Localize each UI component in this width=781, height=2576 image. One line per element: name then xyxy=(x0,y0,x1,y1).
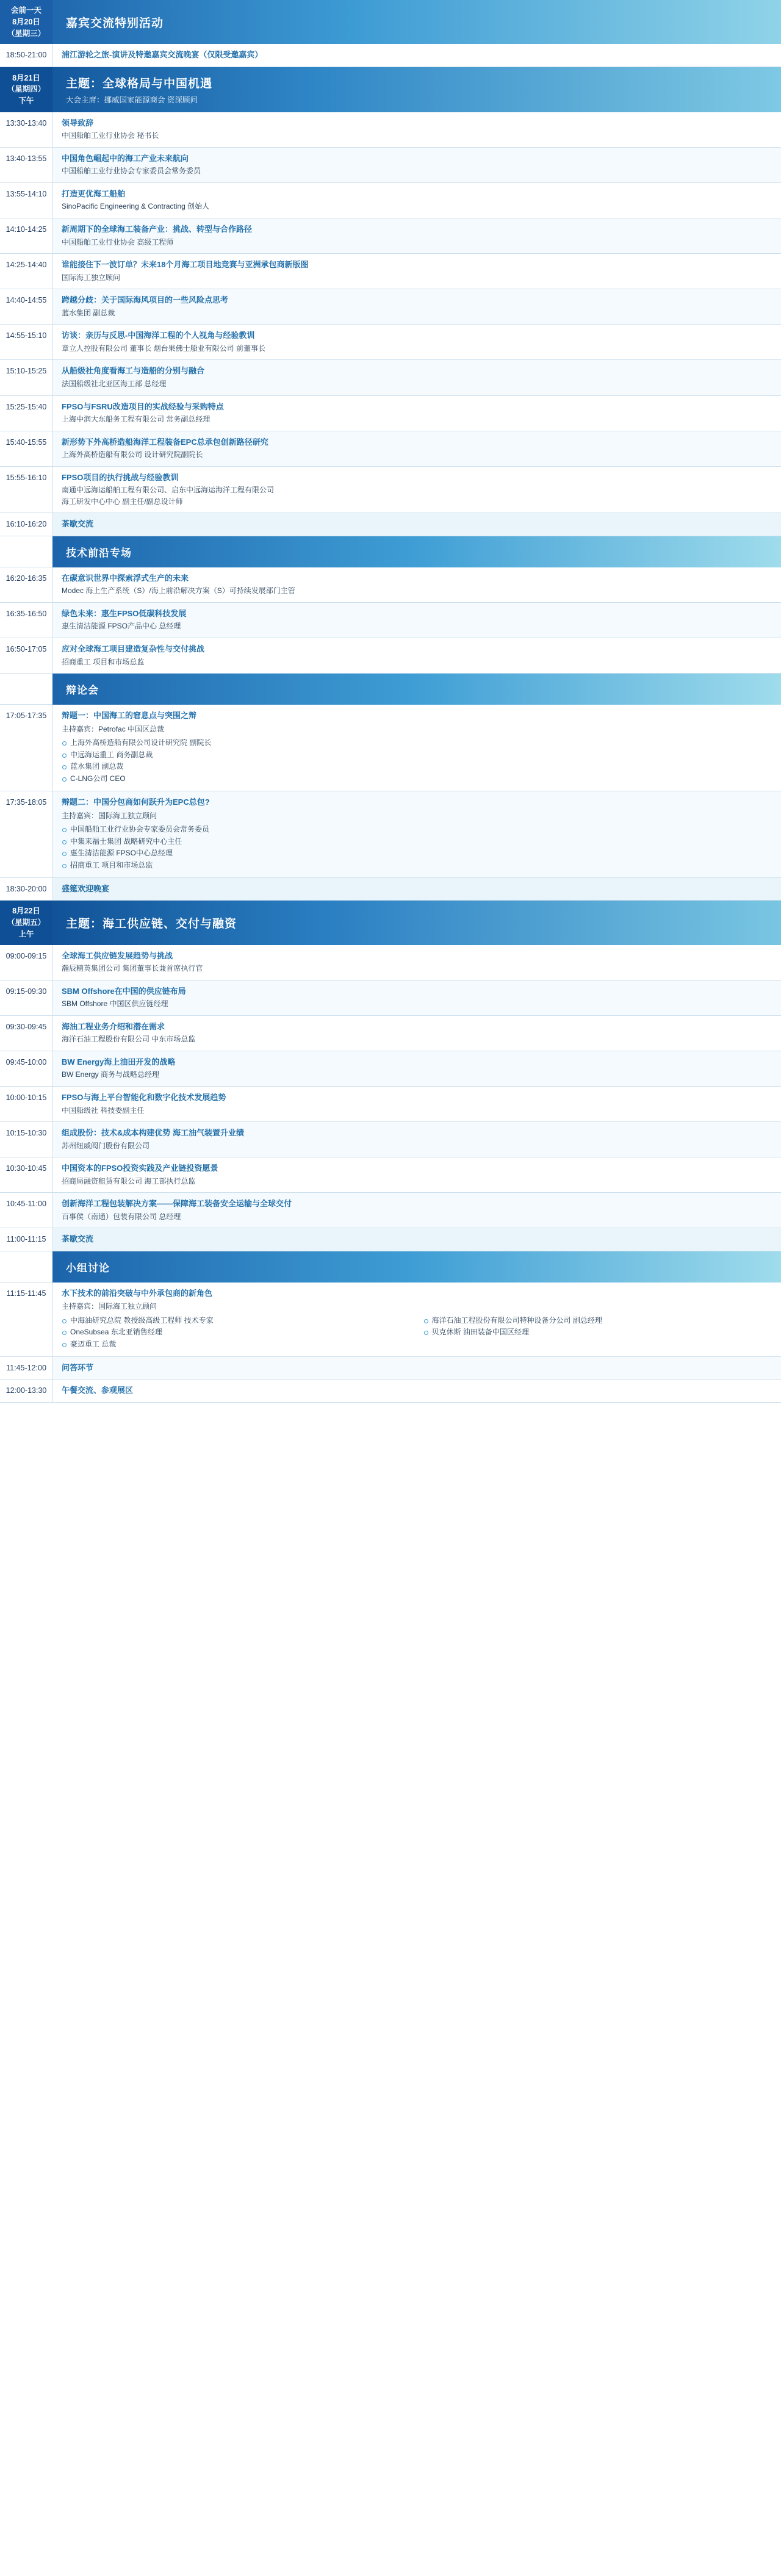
session-row xyxy=(0,183,781,218)
session-title: 领导致辞 xyxy=(62,118,94,128)
panel-host: 主持嘉宾：国际海工独立顾问 xyxy=(62,1302,157,1311)
panelist-item: 蓝水集团 副总裁 xyxy=(62,761,772,773)
session-body xyxy=(52,431,781,467)
day-line2: 8月20日 xyxy=(12,17,40,26)
session-title: 绿色未来：惠生FPSO低碳科技发展 xyxy=(62,608,187,618)
session-row xyxy=(0,396,781,431)
session-time: 17:35-18:05 xyxy=(0,791,52,878)
day-header-22 xyxy=(0,901,781,944)
panelist-item: 惠生清洁能源 FPSO中心总经理 xyxy=(62,847,772,860)
session-time: 16:10-16:20 xyxy=(0,513,52,536)
session-title: 新形势下外高桥造船海洋工程装备EPC总承包创新路径研究 xyxy=(62,437,268,447)
session-title: 组成股份：技术&成本构建优势 海工油气装置升业绩 xyxy=(62,1128,245,1138)
panelist-columns xyxy=(62,1313,772,1351)
session-time: 18:50-21:00 xyxy=(0,44,52,67)
session-time: 09:45-10:00 xyxy=(0,1051,52,1087)
session-time: 10:15-10:30 xyxy=(0,1122,52,1157)
session-speaker: 上海中润大东船务工程有限公司 常务副总经理 xyxy=(62,415,211,423)
session-speaker: 法国船级社北亚区海工部 总经理 xyxy=(62,379,167,388)
session-title: 浦江游轮之旅-演讲及特邀嘉宾交流晚宴（仅限受邀嘉宾） xyxy=(62,50,263,60)
panelist-list-right xyxy=(423,1315,773,1339)
session-body xyxy=(52,945,781,980)
session-speaker: 苏州纽威阀门股份有限公司 xyxy=(62,1141,150,1150)
section-panel xyxy=(0,1251,781,1283)
debate-session-list xyxy=(0,705,781,901)
session-speaker: 上海外高桥造船有限公司 设计研究院副院长 xyxy=(62,450,203,459)
day-line2: （星期五） xyxy=(7,918,46,927)
session-speaker: 南通中远海运船舶工程有限公司、启东中远海运海洋工程有限公司 海工研发中心中心 副主任/副总设计师 xyxy=(62,486,275,506)
session-body xyxy=(52,183,781,218)
session-time: 12:00-13:30 xyxy=(0,1380,52,1403)
session-title: BW Energy海上油田开发的战略 xyxy=(62,1057,176,1067)
session-speaker: 瀚辰精英集团公司 集团董事长兼首席执行官 xyxy=(62,964,203,973)
session-speaker: 国际海工独立顾问 xyxy=(62,273,121,282)
session-body xyxy=(52,705,781,791)
session-body xyxy=(52,467,781,514)
session-body xyxy=(52,44,781,67)
session-time: 16:35-16:50 xyxy=(0,603,52,638)
section-title-tech: 技术前沿专场 xyxy=(52,536,781,567)
session-title: 跨越分歧：关于国际海风项目的一些风险点思考 xyxy=(62,295,229,305)
session-time: 09:30-09:45 xyxy=(0,1016,52,1051)
day-title-21 xyxy=(52,67,781,112)
panelist-item: 贝克休斯 油田装备中国区经理 xyxy=(423,1326,773,1339)
session-speaker: 中国船舶工业行业协会专家委员会常务委员 xyxy=(62,167,201,176)
session-title: 打造更优海工船舶 xyxy=(62,189,126,198)
panelist-item: 海洋石油工程股份有限公司特种设备分公司 副总经理 xyxy=(423,1315,773,1327)
session-speaker: Modec 海上生产系统（S）/海上前沿解决方案（S）可持续发展部门主管 xyxy=(62,586,295,595)
session-time: 11:00-11:15 xyxy=(0,1228,52,1251)
session-body xyxy=(52,791,781,878)
debate-row xyxy=(0,791,781,878)
session-time: 13:55-14:10 xyxy=(0,183,52,218)
session-speaker: 中国船级社 科技委副主任 xyxy=(62,1106,145,1115)
session-row xyxy=(0,513,781,536)
session-speaker: 海洋石油工程股份有限公司 中东市场总监 xyxy=(62,1035,196,1044)
debate-topic: 辩题二：中国分包商如何跃升为EPC总包? xyxy=(62,797,210,807)
session-time: 10:00-10:15 xyxy=(0,1087,52,1122)
session-time: 10:30-10:45 xyxy=(0,1157,52,1193)
section-tech xyxy=(0,536,781,567)
session-body xyxy=(52,1193,781,1228)
session-row xyxy=(0,360,781,395)
session-body xyxy=(52,1122,781,1157)
session-body xyxy=(52,1357,781,1380)
day-line3: 下午 xyxy=(18,96,34,106)
session-title: 盛筵欢迎晚宴 xyxy=(62,883,110,893)
session-speaker: 章立人控股有限公司 董事长 烟台果佛士船业有限公司 前董事长 xyxy=(62,344,266,353)
panelist-item: 中集来福士集团 战略研究中心主任 xyxy=(62,836,772,848)
session-row xyxy=(0,325,781,360)
day-line1: 8月22日 xyxy=(12,907,40,916)
session-speaker: 百事侯（南通）包装有限公司 总经理 xyxy=(62,1212,181,1221)
session-title: 午餐交流、参观展区 xyxy=(62,1386,134,1395)
tech-session-list xyxy=(0,567,781,674)
day-line1: 8月21日 xyxy=(12,73,40,82)
session-row xyxy=(0,254,781,289)
session-body xyxy=(52,148,781,183)
section-title-debate: 辩论会 xyxy=(52,674,781,705)
session-row xyxy=(0,431,781,467)
session-row xyxy=(0,1016,781,1051)
panel-discussion-row xyxy=(0,1283,781,1357)
session-body xyxy=(52,112,781,148)
session-title: 在碳意识世界中探索浮式生产的未来 xyxy=(62,573,189,583)
section-pad xyxy=(0,536,52,567)
session-body xyxy=(52,1380,781,1403)
session-title: 茶歇交流 xyxy=(62,1234,94,1244)
session-body xyxy=(52,603,781,638)
session-title: 访谈：亲历与反思-中国海洋工程的个人视角与经验教训 xyxy=(62,331,255,340)
panelist-item: 中国船舶工业行业协会专家委员会常务委员 xyxy=(62,824,772,836)
day-line3: （星期三） xyxy=(7,29,46,38)
session-row xyxy=(0,1051,781,1087)
session-row xyxy=(0,1157,781,1193)
session-body xyxy=(52,638,781,674)
session-speaker: 中国船舶工业行业协会 秘书长 xyxy=(62,131,159,140)
day-header-21 xyxy=(0,67,781,112)
session-body xyxy=(52,1051,781,1087)
session-time: 16:50-17:05 xyxy=(0,638,52,674)
session-body xyxy=(52,513,781,536)
debate-topic: 辩题一：中国海工的窘息点与突围之辩 xyxy=(62,711,197,721)
session-time: 14:25-14:40 xyxy=(0,254,52,289)
session-title: 中国角色崛起中的海工产业未来航向 xyxy=(62,153,189,163)
session-speaker: SinoPacific Engineering & Contracting 创始人 xyxy=(62,202,210,211)
session-title: 海油工程业务介绍和潜在需求 xyxy=(62,1021,165,1031)
session-time: 14:40-14:55 xyxy=(0,289,52,325)
panel-topic: 水下技术的前沿突破与中外承包商的新角色 xyxy=(62,1288,213,1298)
section-pad xyxy=(0,674,52,705)
debate-host: 主持嘉宾：Petrofac 中国区总裁 xyxy=(62,724,165,733)
session-body xyxy=(52,1157,781,1193)
day-date-box-21 xyxy=(0,67,52,112)
day-line3: 上午 xyxy=(18,929,34,938)
session-time: 17:05-17:35 xyxy=(0,705,52,791)
session-row xyxy=(0,44,781,67)
session-row xyxy=(0,1193,781,1228)
day-title-text: 主题：海工供应链、交付与融资 xyxy=(66,918,237,931)
session-row xyxy=(0,1122,781,1157)
session-title: 中国资本的FPSO投资实践及产业链投资愿景 xyxy=(62,1164,218,1173)
session-title: SBM Offshore在中国的供应链布局 xyxy=(62,986,186,996)
session-row xyxy=(0,638,781,674)
session-time: 16:20-16:35 xyxy=(0,567,52,603)
session-speaker: 蓝水集团 副总裁 xyxy=(62,308,115,317)
session-title: FPSO与FSRU改造项目的实战经验与采购特点 xyxy=(62,401,224,411)
session-row xyxy=(0,218,781,254)
day-title-text: 嘉宾交流特别活动 xyxy=(66,16,164,30)
session-time: 15:40-15:55 xyxy=(0,431,52,467)
session-row xyxy=(0,1228,781,1251)
panelist-item: 上海外高桥造船有限公司设计研究院 副院长 xyxy=(62,737,772,749)
panelist-item: 豪迈重工 总裁 xyxy=(62,1339,411,1351)
session-body xyxy=(52,878,781,901)
session-time: 11:15-11:45 xyxy=(0,1283,52,1357)
session-row xyxy=(0,289,781,325)
session-title: 新周期下的全球海工装备产业：挑战、转型与合作路径 xyxy=(62,225,253,234)
session-speaker: 招商局融资租赁有限公司 海工部执行总监 xyxy=(62,1176,196,1185)
session-title: FPSO项目的执行挑战与经验教训 xyxy=(62,472,179,482)
session-time: 15:10-15:25 xyxy=(0,360,52,395)
session-title: 谁能接住下一波订单？未来18个月海工项目地竞赛与亚洲承包商新版图 xyxy=(62,260,309,270)
day-date-box-22 xyxy=(0,901,52,944)
panelist-item: 中远海运重工 商务副总裁 xyxy=(62,749,772,761)
section-debate xyxy=(0,674,781,705)
session-title: 应对全球海工项目建造复杂性与交付挑战 xyxy=(62,644,205,654)
session-row xyxy=(0,603,781,638)
session-row xyxy=(0,467,781,514)
day-title-text: 主题：全球格局与中国机遇 xyxy=(66,77,213,90)
session-title: 全球海工供应链发展趋势与挑战 xyxy=(62,951,173,960)
session-body xyxy=(52,1016,781,1051)
panelist-item: 招商重工 项目和市场总监 xyxy=(62,860,772,872)
session-title: FPSO与海上平台智能化和数字化技术发展趋势 xyxy=(62,1093,226,1103)
session-body xyxy=(52,567,781,603)
day-date-box-pre xyxy=(0,0,52,44)
session-body xyxy=(52,1283,781,1357)
session-body xyxy=(52,325,781,360)
session-row xyxy=(0,148,781,183)
panel-session-list xyxy=(0,1283,781,1403)
session-row xyxy=(0,1087,781,1122)
panelist-item: OneSubsea 东北亚销售经理 xyxy=(62,1326,411,1339)
session-time: 14:10-14:25 xyxy=(0,218,52,254)
panelist-list xyxy=(62,824,772,872)
session-time: 15:55-16:10 xyxy=(0,467,52,514)
session-time: 15:25-15:40 xyxy=(0,396,52,431)
session-body xyxy=(52,1228,781,1251)
session-time: 09:00-09:15 xyxy=(0,945,52,980)
session-speaker: 中国船舶工业行业协会 高级工程师 xyxy=(62,237,174,246)
session-time: 14:55-15:10 xyxy=(0,325,52,360)
day-subtitle-text: 大会主席：挪威国家能源商会 资深顾问 xyxy=(66,95,198,104)
session-time: 13:30-13:40 xyxy=(0,112,52,148)
session-speaker: 惠生清洁能源 FPSO产品中心 总经理 xyxy=(62,622,181,631)
day21-session-list xyxy=(0,112,781,536)
session-row xyxy=(0,945,781,980)
session-time: 11:45-12:00 xyxy=(0,1357,52,1380)
session-row xyxy=(0,112,781,148)
session-title: 从船级社角度看海工与造船的分别与融合 xyxy=(62,366,205,376)
session-row xyxy=(0,567,781,603)
session-body xyxy=(52,218,781,254)
session-speaker: 招商重工 项目和市场总监 xyxy=(62,657,145,666)
session-body xyxy=(52,980,781,1016)
session-time: 18:30-20:00 xyxy=(0,878,52,901)
day-line2: （星期四） xyxy=(7,85,46,94)
session-time: 09:15-09:30 xyxy=(0,980,52,1016)
session-body xyxy=(52,289,781,325)
debate-host: 主持嘉宾：国际海工独立顾问 xyxy=(62,811,157,820)
day22-session-list xyxy=(0,945,781,1251)
day-header-pre xyxy=(0,0,781,44)
session-title: 问答环节 xyxy=(62,1362,94,1372)
session-title: 茶歇交流 xyxy=(62,519,94,529)
session-speaker: BW Energy 商务与战略总经理 xyxy=(62,1070,160,1079)
session-time: 13:40-13:55 xyxy=(0,148,52,183)
session-row xyxy=(0,980,781,1016)
session-body xyxy=(52,1087,781,1122)
section-pad xyxy=(0,1251,52,1283)
panelist-list-left xyxy=(62,1315,411,1351)
session-row xyxy=(0,1380,781,1403)
section-title-panel: 小组讨论 xyxy=(52,1251,781,1283)
pre-session-list xyxy=(0,44,781,67)
session-body xyxy=(52,396,781,431)
panelist-list xyxy=(62,737,772,785)
day-title-pre xyxy=(52,0,781,44)
session-speaker: SBM Offshore 中国区供应链经理 xyxy=(62,999,168,1009)
session-title: 创新海洋工程包装解决方案——保障海工装备安全运输与全球交付 xyxy=(62,1199,292,1209)
session-body xyxy=(52,360,781,395)
session-row xyxy=(0,1357,781,1380)
debate-row xyxy=(0,705,781,791)
day-title-22 xyxy=(52,901,781,944)
session-row xyxy=(0,878,781,901)
panelist-item: 中海油研究总院 教授级高级工程师 技术专家 xyxy=(62,1315,411,1327)
session-time: 10:45-11:00 xyxy=(0,1193,52,1228)
panelist-item: C-LNG公司 CEO xyxy=(62,773,772,785)
day-line1: 会前一天 xyxy=(10,6,41,15)
session-body xyxy=(52,254,781,289)
